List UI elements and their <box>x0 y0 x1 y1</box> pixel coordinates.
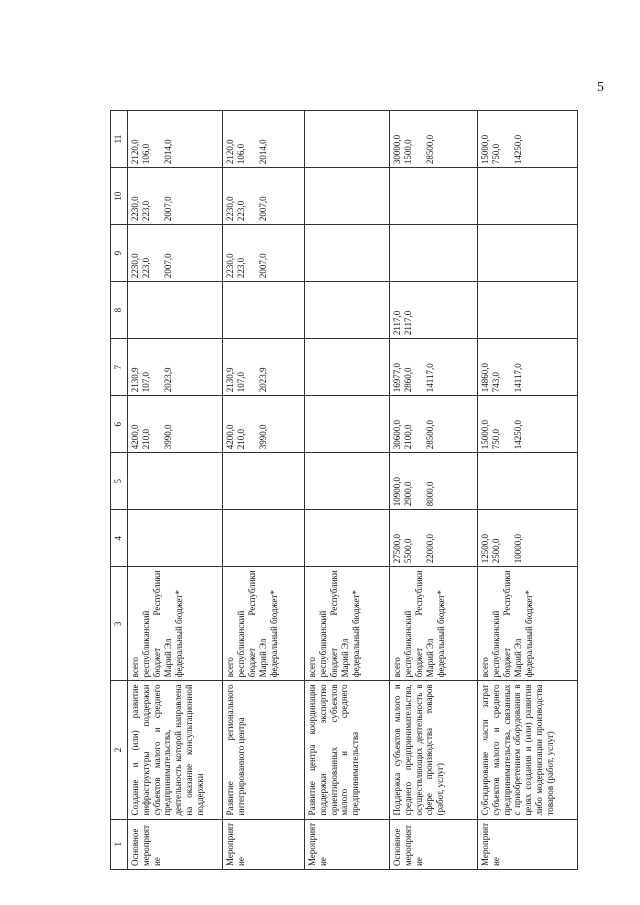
value-line <box>480 456 491 506</box>
value-line: 2230,0 <box>225 253 235 279</box>
value-line: 2007,0 <box>163 196 173 222</box>
funding-source-line: республиканский <box>236 610 246 678</box>
value-line <box>491 228 502 278</box>
row-type: Мероприятие <box>223 819 305 869</box>
value-cell <box>128 225 223 282</box>
value-line <box>403 171 414 221</box>
value-line <box>130 285 141 335</box>
value-line: 2120,0 <box>130 139 140 165</box>
funding-source-line: Марий Эл <box>513 638 523 678</box>
value-cell <box>223 396 305 453</box>
funding-source-line: бюджет Республики <box>502 570 512 678</box>
value-line <box>414 342 425 392</box>
value-cell <box>390 111 478 168</box>
funding-source-line: бюджет Республики <box>329 570 339 678</box>
value-line <box>414 285 425 335</box>
value-line <box>247 114 258 164</box>
value-line <box>329 513 340 563</box>
value-line <box>258 513 269 563</box>
value-cell <box>478 453 578 510</box>
value-line: 1500,0 <box>403 139 413 165</box>
funding-source-line: всего <box>307 657 317 678</box>
value-line: 28500,0 <box>425 134 435 165</box>
value-cell <box>478 396 578 453</box>
row-type: Основное мероприятие <box>390 819 478 869</box>
value-line <box>414 513 425 563</box>
row-description: Создание и (или) развитие инфраструктуры поддержки субъектов малого и среднего предпринимательства, деятельность которой направлена на оказание консультационной поддержки <box>128 681 223 819</box>
value-line <box>236 513 247 563</box>
value-line: 2230,0 <box>130 253 140 279</box>
value-line: 107,0 <box>236 371 246 393</box>
value-line <box>329 456 340 506</box>
funding-source-line: бюджет Республики <box>247 570 257 678</box>
value-cell <box>128 510 223 567</box>
value-line <box>318 456 329 506</box>
value-line: 3990,0 <box>163 424 173 450</box>
value-cell <box>390 339 478 396</box>
funding-source-line: всего <box>392 657 402 678</box>
value-line <box>225 456 236 506</box>
value-line <box>307 171 318 221</box>
value-cell <box>128 282 223 339</box>
value-line: 2130,9 <box>130 367 140 393</box>
value-cell <box>390 168 478 225</box>
value-line: 2117,0 <box>403 310 413 336</box>
col-header: 9 <box>111 225 128 282</box>
value-line: 223,0 <box>236 257 246 279</box>
value-line: 4200,0 <box>225 424 235 450</box>
value-cell <box>478 339 578 396</box>
value-line <box>340 114 351 164</box>
value-line <box>152 285 163 335</box>
value-line: 223,0 <box>141 200 151 222</box>
funding-source-line: бюджет Республики <box>414 570 424 678</box>
value-line <box>130 456 141 506</box>
value-line: 14117,0 <box>425 363 435 393</box>
value-line: 2007,0 <box>258 196 268 222</box>
value-line: 4200,0 <box>130 424 140 450</box>
value-cell <box>390 225 478 282</box>
value-line <box>340 342 351 392</box>
value-cell <box>478 282 578 339</box>
value-line: 2860,0 <box>403 367 413 393</box>
value-line <box>247 399 258 449</box>
row-description: Субсидирование части затрат субъектов малого и среднего предпринимательства, связанных с приобретением оборудования в целях создания и (или) развития либо модернизации производства товаров (работ, услуг) <box>478 681 578 819</box>
value-line <box>340 399 351 449</box>
value-line: 743,0 <box>491 371 501 393</box>
value-line: 107,0 <box>141 371 151 393</box>
value-line <box>152 114 163 164</box>
value-cell <box>223 282 305 339</box>
value-line: 2007,0 <box>258 253 268 279</box>
value-line <box>513 285 524 335</box>
value-line: 210,0 <box>236 428 246 450</box>
funding-source-line: республиканский <box>403 610 413 678</box>
value-line <box>392 228 403 278</box>
col-header: 1 <box>111 819 128 869</box>
col-header: 3 <box>111 567 128 681</box>
value-line <box>247 228 258 278</box>
value-cell <box>128 453 223 510</box>
table-row <box>223 111 305 870</box>
value-line <box>152 399 163 449</box>
value-line <box>414 114 425 164</box>
value-line: 15000,0 <box>480 419 490 450</box>
value-line <box>480 228 491 278</box>
value-line <box>318 171 329 221</box>
value-line <box>307 114 318 164</box>
value-line: 750,0 <box>491 143 501 165</box>
value-cell <box>223 453 305 510</box>
value-line <box>329 342 340 392</box>
value-line <box>307 399 318 449</box>
col-header: 4 <box>111 510 128 567</box>
value-line <box>491 456 502 506</box>
value-line <box>258 456 269 506</box>
value-line <box>392 171 403 221</box>
value-line <box>258 285 269 335</box>
value-cell <box>305 225 390 282</box>
value-line: 12500,0 <box>480 534 490 564</box>
value-line <box>247 171 258 221</box>
budget-table <box>110 110 578 870</box>
value-line <box>480 285 491 335</box>
value-line <box>491 285 502 335</box>
col-header: 2 <box>111 681 128 819</box>
value-line <box>414 399 425 449</box>
value-line <box>318 513 329 563</box>
value-line: 30600,0 <box>392 419 402 450</box>
value-line: 2130,9 <box>225 367 235 393</box>
value-line <box>502 285 513 335</box>
value-line <box>247 456 258 506</box>
value-line: 8000,0 <box>425 481 435 507</box>
value-line <box>141 513 152 563</box>
value-cell <box>390 396 478 453</box>
value-line <box>329 114 340 164</box>
value-cell <box>223 225 305 282</box>
value-line: 106,0 <box>236 143 246 165</box>
value-line <box>414 171 425 221</box>
value-cell <box>478 111 578 168</box>
value-line: 3990,0 <box>258 424 268 450</box>
value-line <box>502 114 513 164</box>
value-cell <box>128 111 223 168</box>
value-line <box>329 171 340 221</box>
rotated-table-container <box>110 110 555 870</box>
value-line: 16977,0 <box>392 362 402 393</box>
value-cell <box>305 453 390 510</box>
funding-source-line: Марий Эл <box>425 638 435 678</box>
value-line <box>502 342 513 392</box>
funding-source-line: республиканский <box>491 610 501 678</box>
funding-source-line: всего <box>480 657 490 678</box>
funding-source-line: бюджет Республики <box>152 570 162 678</box>
value-line <box>425 228 436 278</box>
value-line: 2014,0 <box>258 139 268 165</box>
value-line <box>491 171 502 221</box>
value-line <box>414 228 425 278</box>
funding-source-line: Марий Эл <box>340 638 350 678</box>
value-line: 22000,0 <box>425 534 435 564</box>
value-line <box>329 285 340 335</box>
value-line <box>318 114 329 164</box>
funding-sources <box>390 567 478 681</box>
funding-sources <box>128 567 223 681</box>
value-line: 2230,0 <box>130 196 140 222</box>
value-line <box>480 171 491 221</box>
value-line <box>502 228 513 278</box>
value-line <box>236 285 247 335</box>
value-line <box>329 399 340 449</box>
value-line: 223,0 <box>141 257 151 279</box>
value-line <box>513 228 524 278</box>
value-line <box>236 456 247 506</box>
value-line <box>340 228 351 278</box>
funding-source-line: федеральный бюджет* <box>436 590 446 678</box>
value-line <box>307 456 318 506</box>
col-header: 10 <box>111 168 128 225</box>
value-line: 14860,0 <box>480 362 490 393</box>
value-line <box>425 171 436 221</box>
table-row <box>305 111 390 870</box>
row-description: Развитие регионального интегрированного центра <box>223 681 305 819</box>
value-line <box>141 285 152 335</box>
table-row <box>390 111 478 870</box>
value-line <box>163 456 174 506</box>
value-cell <box>223 168 305 225</box>
value-line <box>513 456 524 506</box>
value-cell <box>478 510 578 567</box>
value-line <box>340 171 351 221</box>
value-line: 2900,0 <box>403 481 413 507</box>
header-row <box>111 111 128 870</box>
value-cell <box>305 510 390 567</box>
value-line: 2230,0 <box>225 196 235 222</box>
row-description: Развитие центра координации поддержки экспортно ориентированных субъектов малого и среднего предпринимательства <box>305 681 390 819</box>
value-line: 2117,0 <box>392 310 402 336</box>
value-line: 28500,0 <box>425 419 435 450</box>
funding-source-line: всего <box>130 657 140 678</box>
value-cell <box>305 339 390 396</box>
value-cell <box>223 510 305 567</box>
value-line <box>340 285 351 335</box>
value-line: 10900,0 <box>392 477 402 507</box>
funding-sources <box>223 567 305 681</box>
value-line <box>152 456 163 506</box>
table-row <box>128 111 223 870</box>
value-line <box>152 513 163 563</box>
value-line <box>318 342 329 392</box>
value-line <box>225 285 236 335</box>
table-row <box>478 111 578 870</box>
col-header: 6 <box>111 396 128 453</box>
value-line: 223,0 <box>236 200 246 222</box>
funding-source-line: Марий Эл <box>163 638 173 678</box>
col-header: 7 <box>111 339 128 396</box>
value-line <box>318 285 329 335</box>
value-cell <box>390 510 478 567</box>
value-line: 30000,0 <box>392 134 402 165</box>
row-type: Основное мероприятие <box>128 819 223 869</box>
row-type: Мероприятие <box>478 819 578 869</box>
value-line <box>414 456 425 506</box>
value-line: 750,0 <box>491 428 501 450</box>
value-line <box>307 285 318 335</box>
value-line <box>247 285 258 335</box>
value-line <box>225 513 236 563</box>
funding-source-line: республиканский <box>141 610 151 678</box>
value-line: 2007,0 <box>163 253 173 279</box>
funding-source-line: федеральный бюджет* <box>269 590 279 678</box>
value-line <box>163 513 174 563</box>
col-header: 8 <box>111 282 128 339</box>
value-line <box>425 285 436 335</box>
value-line <box>513 171 524 221</box>
value-cell <box>128 396 223 453</box>
funding-source-line: Марий Эл <box>258 638 268 678</box>
value-line <box>152 342 163 392</box>
value-line: 2100,0 <box>403 424 413 450</box>
value-line: 5500,0 <box>403 538 413 564</box>
value-cell <box>305 168 390 225</box>
value-line <box>307 228 318 278</box>
value-line: 14250,0 <box>513 134 523 165</box>
funding-sources <box>478 567 578 681</box>
value-line <box>403 228 414 278</box>
value-line: 106,0 <box>141 143 151 165</box>
value-cell <box>478 168 578 225</box>
row-description: Поддержка субъектов малого и среднего предпринимательства, осуществляющих деятельность в сфере производства товаров (работ, услуг) <box>390 681 478 819</box>
page-number: 5 <box>597 80 604 95</box>
value-line: 27500,0 <box>392 534 402 564</box>
funding-source-line: федеральный бюджет* <box>524 590 534 678</box>
value-line <box>163 285 174 335</box>
value-cell <box>305 396 390 453</box>
value-line <box>307 513 318 563</box>
value-line <box>502 456 513 506</box>
value-line <box>141 456 152 506</box>
value-line: 14117,0 <box>513 363 523 393</box>
value-cell <box>390 282 478 339</box>
value-cell <box>128 339 223 396</box>
value-line: 2023,9 <box>163 367 173 393</box>
col-header: 5 <box>111 453 128 510</box>
value-cell <box>390 453 478 510</box>
value-line: 15000,0 <box>480 134 490 165</box>
value-line <box>340 456 351 506</box>
value-line <box>502 513 513 563</box>
value-line <box>329 228 340 278</box>
value-line <box>307 342 318 392</box>
value-line: 2120,0 <box>225 139 235 165</box>
value-line: 14250,0 <box>513 419 523 450</box>
value-line <box>502 171 513 221</box>
value-cell <box>305 111 390 168</box>
value-line <box>130 513 141 563</box>
value-line <box>247 342 258 392</box>
row-type: Мероприятие <box>305 819 390 869</box>
funding-source-line: федеральный бюджет* <box>174 590 184 678</box>
value-cell <box>478 225 578 282</box>
value-cell <box>223 111 305 168</box>
funding-source-line: всего <box>225 657 235 678</box>
funding-source-line: федеральный бюджет* <box>351 590 361 678</box>
value-cell <box>128 168 223 225</box>
value-line <box>340 513 351 563</box>
value-line: 2023,9 <box>258 367 268 393</box>
funding-sources <box>305 567 390 681</box>
value-line <box>318 228 329 278</box>
value-line <box>152 171 163 221</box>
value-line <box>247 513 258 563</box>
value-line <box>152 228 163 278</box>
value-line: 2500,0 <box>491 538 501 564</box>
value-line: 10000,0 <box>513 534 523 564</box>
funding-source-line: республиканский <box>318 610 328 678</box>
value-cell <box>305 282 390 339</box>
value-line: 2014,0 <box>163 139 173 165</box>
value-cell <box>223 339 305 396</box>
value-line: 210,0 <box>141 428 151 450</box>
value-line <box>502 399 513 449</box>
value-line <box>318 399 329 449</box>
col-header: 11 <box>111 111 128 168</box>
